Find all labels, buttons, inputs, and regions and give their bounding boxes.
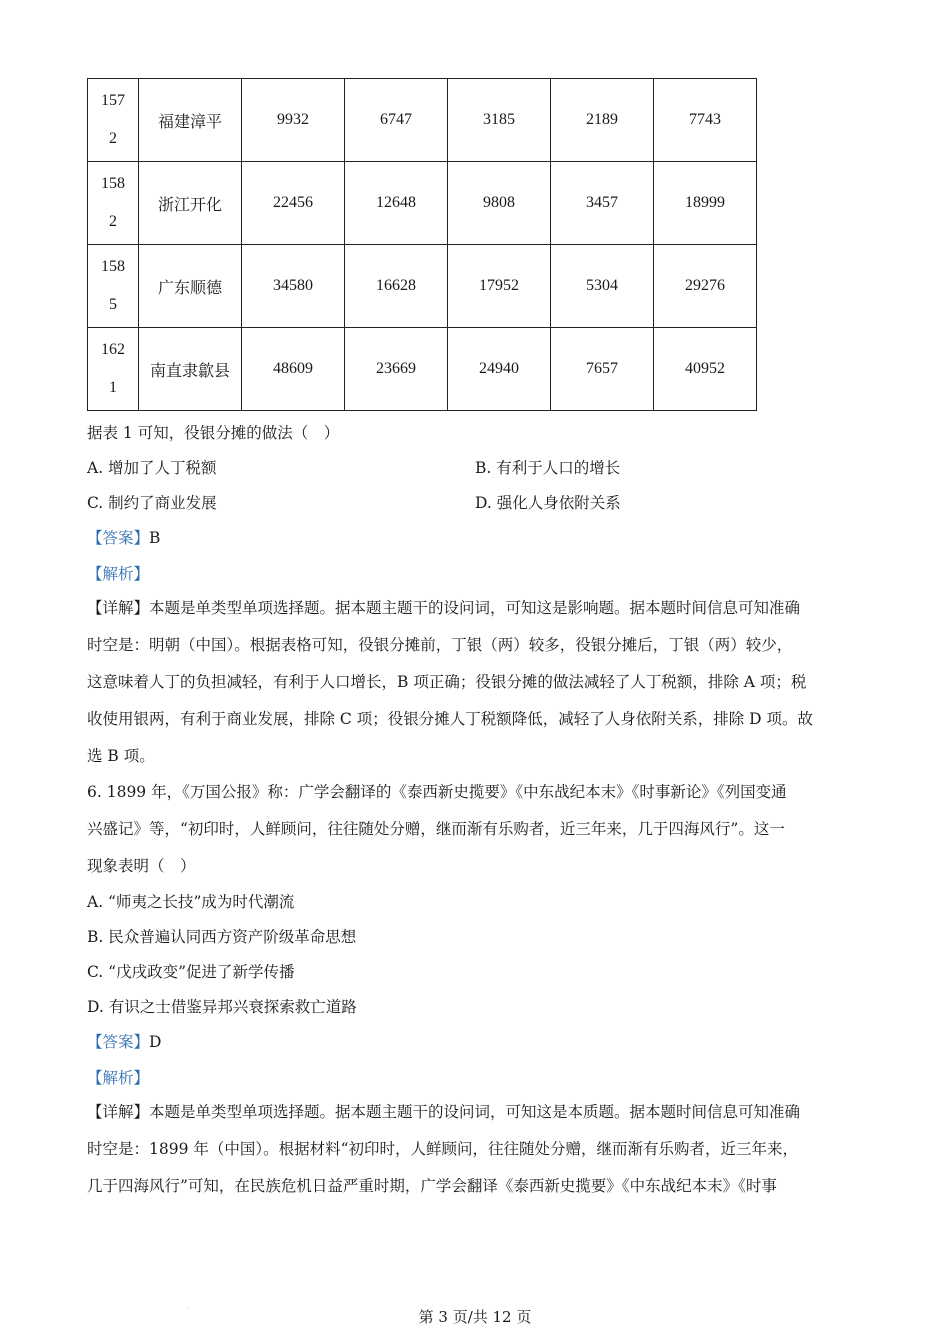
value-cell: 18999 [654, 162, 757, 245]
year-bottom: 1 [109, 379, 117, 396]
q6-option-c: C. “戊戌政变”促进了新学传播 [87, 963, 295, 981]
value-cell: 3457 [551, 162, 654, 245]
q5-detail-line-1 [87, 598, 867, 618]
detail-text: 本题是单类型单项选择题。据本题主题干的设问词，可知这是本质题。据本题时间信息可知准确 [149, 1103, 801, 1121]
data-table [87, 78, 757, 411]
place-cell: 福建漳平 [139, 79, 242, 162]
value-cell: 7657 [551, 328, 654, 411]
year-top: 158 [101, 258, 125, 275]
place-cell: 南直隶歙县 [139, 328, 242, 411]
year-top: 157 [101, 92, 125, 109]
q6-stem-line-3: 现象表明（ ） [87, 857, 196, 875]
year-cell [88, 79, 139, 162]
q6-detail-line-2: 时空是：1899 年（中国）。根据材料“初印时，人鲜顾问，往往随处分赠，继而渐有乐购者，近三年来， [87, 1140, 799, 1158]
value-cell: 16628 [345, 245, 448, 328]
value-cell: 12648 [345, 162, 448, 245]
year-cell [88, 162, 139, 245]
detail-text: 本题是单类型单项选择题。据本题主题干的设问词，可知这是影响题。据本题时间信息可知准确 [149, 599, 801, 617]
footer-mark: · [188, 1305, 190, 1312]
year-bottom: 2 [109, 213, 117, 230]
place-cell: 浙江开化 [139, 162, 242, 245]
q6-option-b: B. 民众普遍认同西方资产阶级革命思想 [87, 928, 357, 946]
q5-option-b: B. 有利于人口的增长 [475, 459, 621, 477]
q5-detail-line-2: 时空是：明朝（中国）。根据表格可知，役银分摊前，丁银（两）较多，役银分摊后，丁银（两）较少， [87, 636, 793, 654]
value-cell: 24940 [448, 328, 551, 411]
q5-option-c: C. 制约了商业发展 [87, 494, 217, 512]
table-row [88, 79, 757, 162]
value-cell: 3185 [448, 79, 551, 162]
q5-analysis-label [87, 564, 149, 584]
table-row [88, 162, 757, 245]
page-footer: 第 3 页/共 12 页 [418, 1308, 532, 1326]
q6-answer [87, 1032, 161, 1052]
q5-option-a: A. 增加了人丁税额 [87, 459, 217, 477]
value-cell: 9932 [242, 79, 345, 162]
q6-option-a: A. “师夷之长技”成为时代潮流 [87, 893, 295, 911]
value-cell: 17952 [448, 245, 551, 328]
value-cell: 23669 [345, 328, 448, 411]
value-cell: 5304 [551, 245, 654, 328]
q6-option-d: D. 有识之士借鉴异邦兴衰探索救亡道路 [87, 998, 357, 1016]
q6-detail-line-3: 几于四海风行”可知，在民族危机日益严重时期，广学会翻译《泰西新史揽要》《中东战纪本末》《时事 [87, 1177, 777, 1195]
value-cell: 6747 [345, 79, 448, 162]
detail-label: 【详解】 [87, 1103, 150, 1121]
place-cell: 广东顺德 [139, 245, 242, 328]
detail-label: 【详解】 [87, 599, 150, 617]
value-cell: 22456 [242, 162, 345, 245]
year-bottom: 2 [109, 130, 117, 147]
answer-label: 【答案】 [87, 1033, 150, 1051]
q5-detail-line-4: 收使用银两，有利于商业发展，排除 C 项；役银分摊人丁税额降低，减轻了人身依附关系，排除 D 项。故 [87, 710, 813, 728]
q5-answer [87, 528, 160, 548]
q5-detail-line-3: 这意味着人丁的负担减轻，有利于人口增长，B 项正确；役银分摊的做法减轻了人丁税额，排除 A 项；税 [87, 673, 807, 691]
year-top: 162 [101, 341, 125, 358]
value-cell: 48609 [242, 328, 345, 411]
value-cell: 2189 [551, 79, 654, 162]
q6-stem-line-1: 6. 1899 年，《万国公报》称：广学会翻译的《泰西新史揽要》《中东战纪本末》《时事新论》《列国变通 [87, 783, 787, 801]
table-row [88, 328, 757, 411]
analysis-label: 【解析】 [87, 1069, 150, 1087]
year-cell [88, 245, 139, 328]
table-row [88, 245, 757, 328]
q6-stem-line-2: 兴盛记》等，“初印时，人鲜顾问，往往随处分赠，继而渐有乐购者，近三年来，几于四海风行”。这一 [87, 820, 785, 838]
q5-option-d: D. 强化人身依附关系 [475, 494, 621, 512]
answer-value: B [149, 529, 161, 547]
q5-stem: 据表 1 可知，役银分摊的做法（ ） [87, 424, 340, 442]
answer-value: D [149, 1033, 162, 1051]
q6-analysis-label [87, 1068, 149, 1088]
q6-detail-line-1 [87, 1102, 867, 1122]
answer-label: 【答案】 [87, 529, 150, 547]
year-top: 158 [101, 175, 125, 192]
q5-detail-line-5: 选 B 项。 [87, 747, 155, 765]
value-cell: 7743 [654, 79, 757, 162]
year-bottom: 5 [109, 296, 117, 313]
value-cell: 40952 [654, 328, 757, 411]
value-cell: 9808 [448, 162, 551, 245]
value-cell: 34580 [242, 245, 345, 328]
value-cell: 29276 [654, 245, 757, 328]
year-cell [88, 328, 139, 411]
analysis-label: 【解析】 [87, 565, 150, 583]
